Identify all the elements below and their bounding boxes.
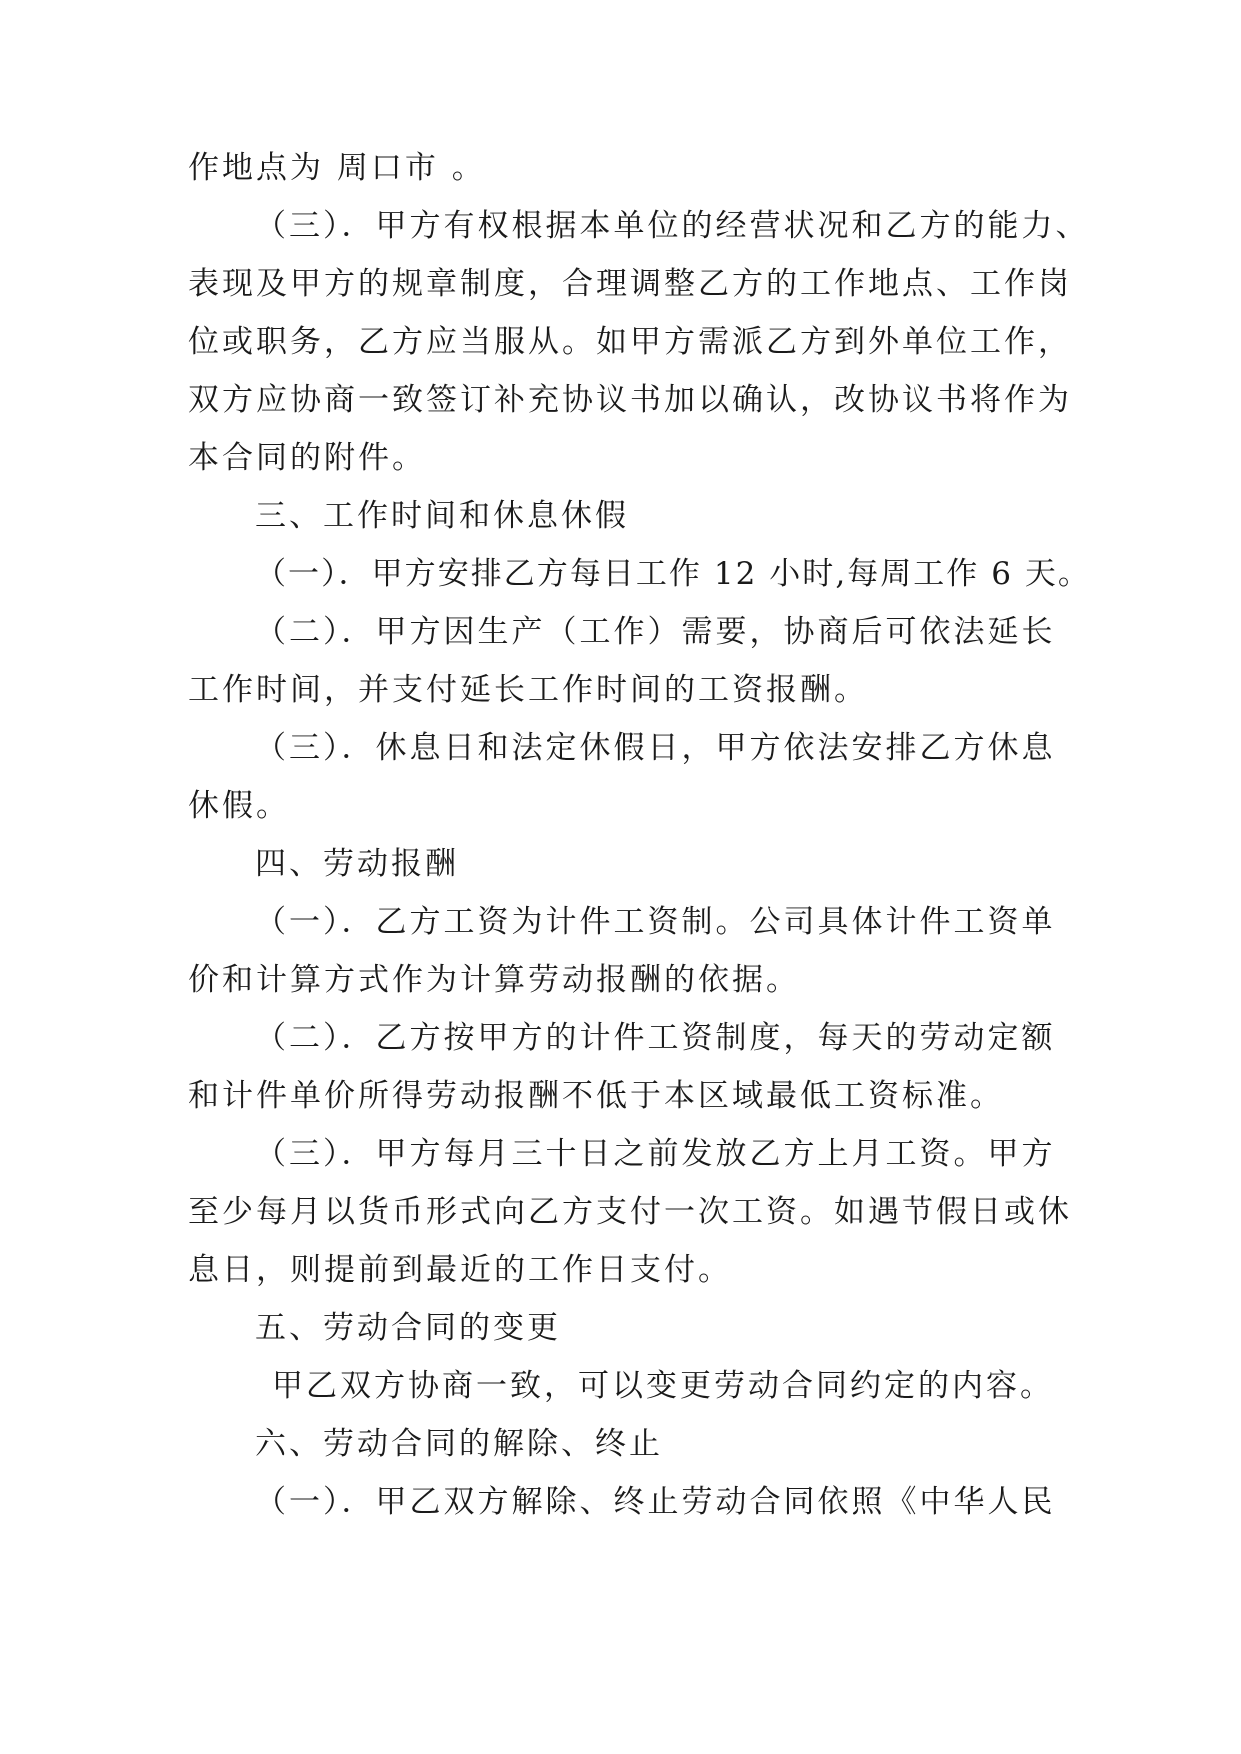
text-line: 工作时间，并支付延长工作时间的工资报酬。 [188, 672, 868, 708]
text-line: 价和计算方式作为计算劳动报酬的依据。 [188, 962, 800, 998]
text-line: （一）．乙方工资为计件工资制。公司具体计件工资单 [255, 904, 1056, 940]
text-line: （二）．甲方因生产（工作）需要，协商后可依法延长 [255, 614, 1056, 650]
text-line: 表现及甲方的规章制度，合理调整乙方的工作地点、工作岗 [188, 266, 1072, 302]
text-line: （二）．乙方按甲方的计件工资制度，每天的劳动定额 [255, 1020, 1056, 1056]
text-line: （三）．甲方每月三十日之前发放乙方上月工资。甲方 [255, 1136, 1056, 1172]
section-heading: 五、劳动合同的变更 [255, 1310, 561, 1346]
text-line: （三）．休息日和法定休假日，甲方依法安排乙方休息 [255, 730, 1056, 766]
text-line: 本合同的附件。 [188, 440, 426, 476]
text-line: 位或职务，乙方应当服从。如甲方需派乙方到外单位工作， [188, 324, 1072, 360]
text-line: 双方应协商一致签订补充协议书加以确认，改协议书将作为 [188, 382, 1072, 418]
text-line: 至少每月以货币形式向乙方支付一次工资。如遇节假日或休 [188, 1194, 1072, 1230]
section-heading: 四、劳动报酬 [255, 846, 459, 882]
section-heading: 六、劳动合同的解除、终止 [255, 1426, 663, 1462]
text-line: 和计件单价所得劳动报酬不低于本区域最低工资标准。 [188, 1078, 1004, 1114]
text-line: 甲乙双方协商一致，可以变更劳动合同约定的内容。 [272, 1368, 1054, 1404]
text-line: （三）．甲方有权根据本单位的经营状况和乙方的能力、 [255, 208, 1090, 244]
section-heading: 三、工作时间和休息休假 [255, 498, 629, 534]
text-line: （一）．甲方安排乙方每日工作 12 小时,每周工作 6 天。 [255, 556, 1091, 592]
text-line: 休假。 [188, 788, 290, 824]
text-line: 息日，则提前到最近的工作日支付。 [188, 1252, 732, 1288]
text-line: 作地点为 周口市 。 [188, 150, 486, 186]
text-line: （一）．甲乙双方解除、终止劳动合同依照《中华人民 [255, 1484, 1056, 1520]
